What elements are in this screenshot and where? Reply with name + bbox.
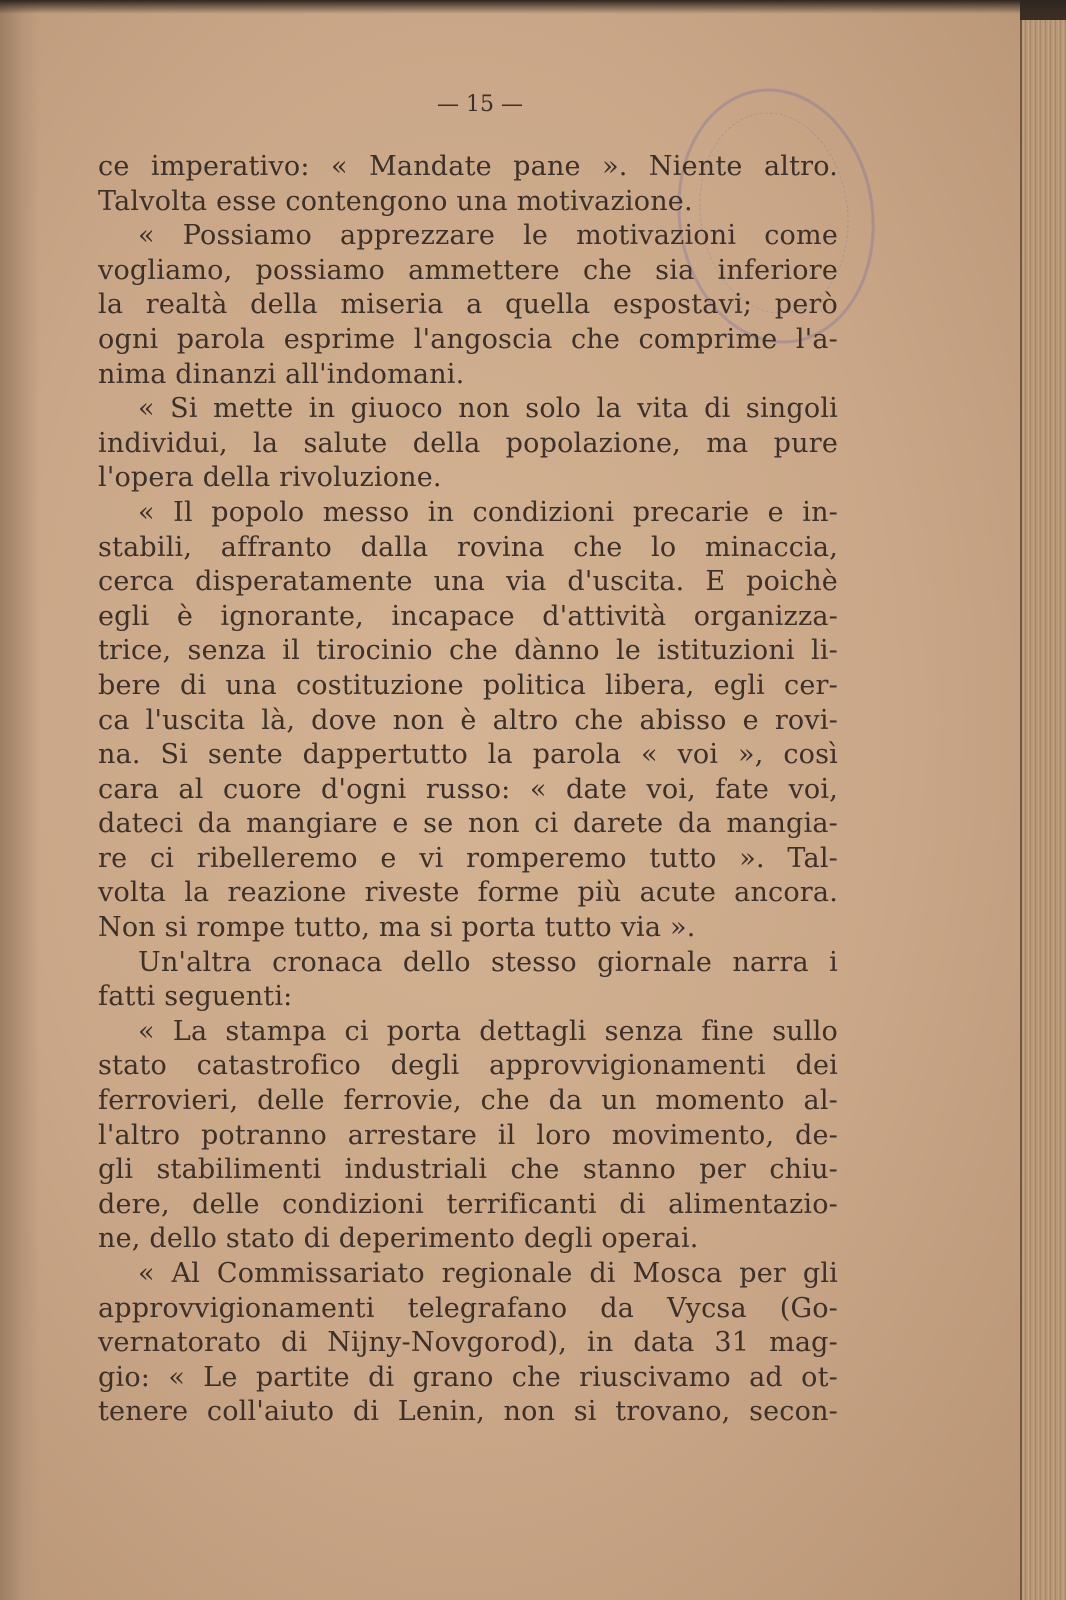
text-line: tenere coll'aiuto di Lenin, non si trovano, secon- xyxy=(98,1396,838,1428)
text-line: « Al Commissariato regionale di Mosca per gli xyxy=(138,1258,838,1289)
text-line: « Il popolo messo in condizioni precarie e in- xyxy=(138,496,838,528)
text-line: ca l'uscita là, dove non è altro che abisso e rovi- xyxy=(98,704,838,736)
text-line: gli stabilimenti industriali che stanno per chiu- xyxy=(98,1154,838,1186)
text-line: la realtà della miseria a quella espostavi; però xyxy=(98,289,838,321)
text-line: re ci ribelleremo e vi romperemo tutto ». Tal- xyxy=(98,842,838,874)
text-line: na. Si sente dappertutto la parola « voi », così xyxy=(98,739,838,771)
text-line: ogni parola esprime l'angoscia che comprime l'a- xyxy=(98,323,838,355)
text-line: bere di una costituzione politica libera, egli cer- xyxy=(98,669,838,701)
text-line: individui, la salute della popolazione, ma pure xyxy=(98,427,838,459)
text-line: l'opera della rivoluzione. xyxy=(98,462,442,494)
text-line: cerca disperatamente una via d'uscita. E poichè xyxy=(98,566,838,598)
text-line: gio: « Le partite di grano che riuscivamo ad ot- xyxy=(98,1361,838,1393)
text-line: fatti seguenti: xyxy=(98,981,293,1013)
body-text xyxy=(98,150,838,1430)
text-line: ne, dello stato di deperimento degli operai. xyxy=(98,1223,699,1255)
page-left-edge xyxy=(0,0,40,1600)
text-line: vogliamo, possiamo ammettere che sia inferiore xyxy=(98,254,838,286)
book-page-edges xyxy=(1020,20,1066,1600)
text-line: cara al cuore d'ogni russo: « date voi, fate voi, xyxy=(98,773,838,805)
scan-top-shadow xyxy=(0,0,1066,14)
text-line: ferrovieri, delle ferrovie, che da un momento al- xyxy=(98,1085,838,1117)
text-line: dateci da mangiare e se non ci darete da mangia- xyxy=(98,808,838,840)
text-line: volta la reazione riveste forme più acute ancora. xyxy=(98,877,838,909)
text-line: nima dinanzi all'indomani. xyxy=(98,358,465,390)
text-line: approvvigionamenti telegrafano da Vycsa (Go- xyxy=(98,1292,838,1324)
text-line: egli è ignorante, incapace d'attività organizza- xyxy=(98,600,838,632)
text-line: ce imperativo: « Mandate pane ». Niente altro. xyxy=(98,151,838,182)
text-line: l'altro potranno arrestare il loro movimento, de- xyxy=(98,1119,838,1151)
text-line: dere, delle condizioni terrificanti di alimentazio- xyxy=(98,1188,838,1220)
text-line: Un'altra cronaca dello stesso giornale narra i xyxy=(138,946,838,978)
text-line: stato catastrofico degli approvvigionamenti dei xyxy=(98,1050,838,1082)
text-line: vernatorato di Nijny-Novgorod), in data 31 mag- xyxy=(98,1327,838,1359)
text-line: Non si rompe tutto, ma si porta tutto via ». xyxy=(98,912,696,944)
page-number: — 15 — xyxy=(437,92,523,117)
text-line: « Possiamo apprezzare le motivazioni come xyxy=(138,220,838,252)
text-line: Talvolta esse contengono una motivazione. xyxy=(98,185,693,217)
text-line: stabili, affranto dalla rovina che lo minaccia, xyxy=(98,531,838,563)
text-line: « La stampa ci porta dettagli senza fine sullo xyxy=(138,1015,838,1047)
text-line: « Si mette in giuoco non solo la vita di singoli xyxy=(138,393,838,425)
text-line: trice, senza il tirocinio che dànno le istituzioni li- xyxy=(98,635,838,667)
